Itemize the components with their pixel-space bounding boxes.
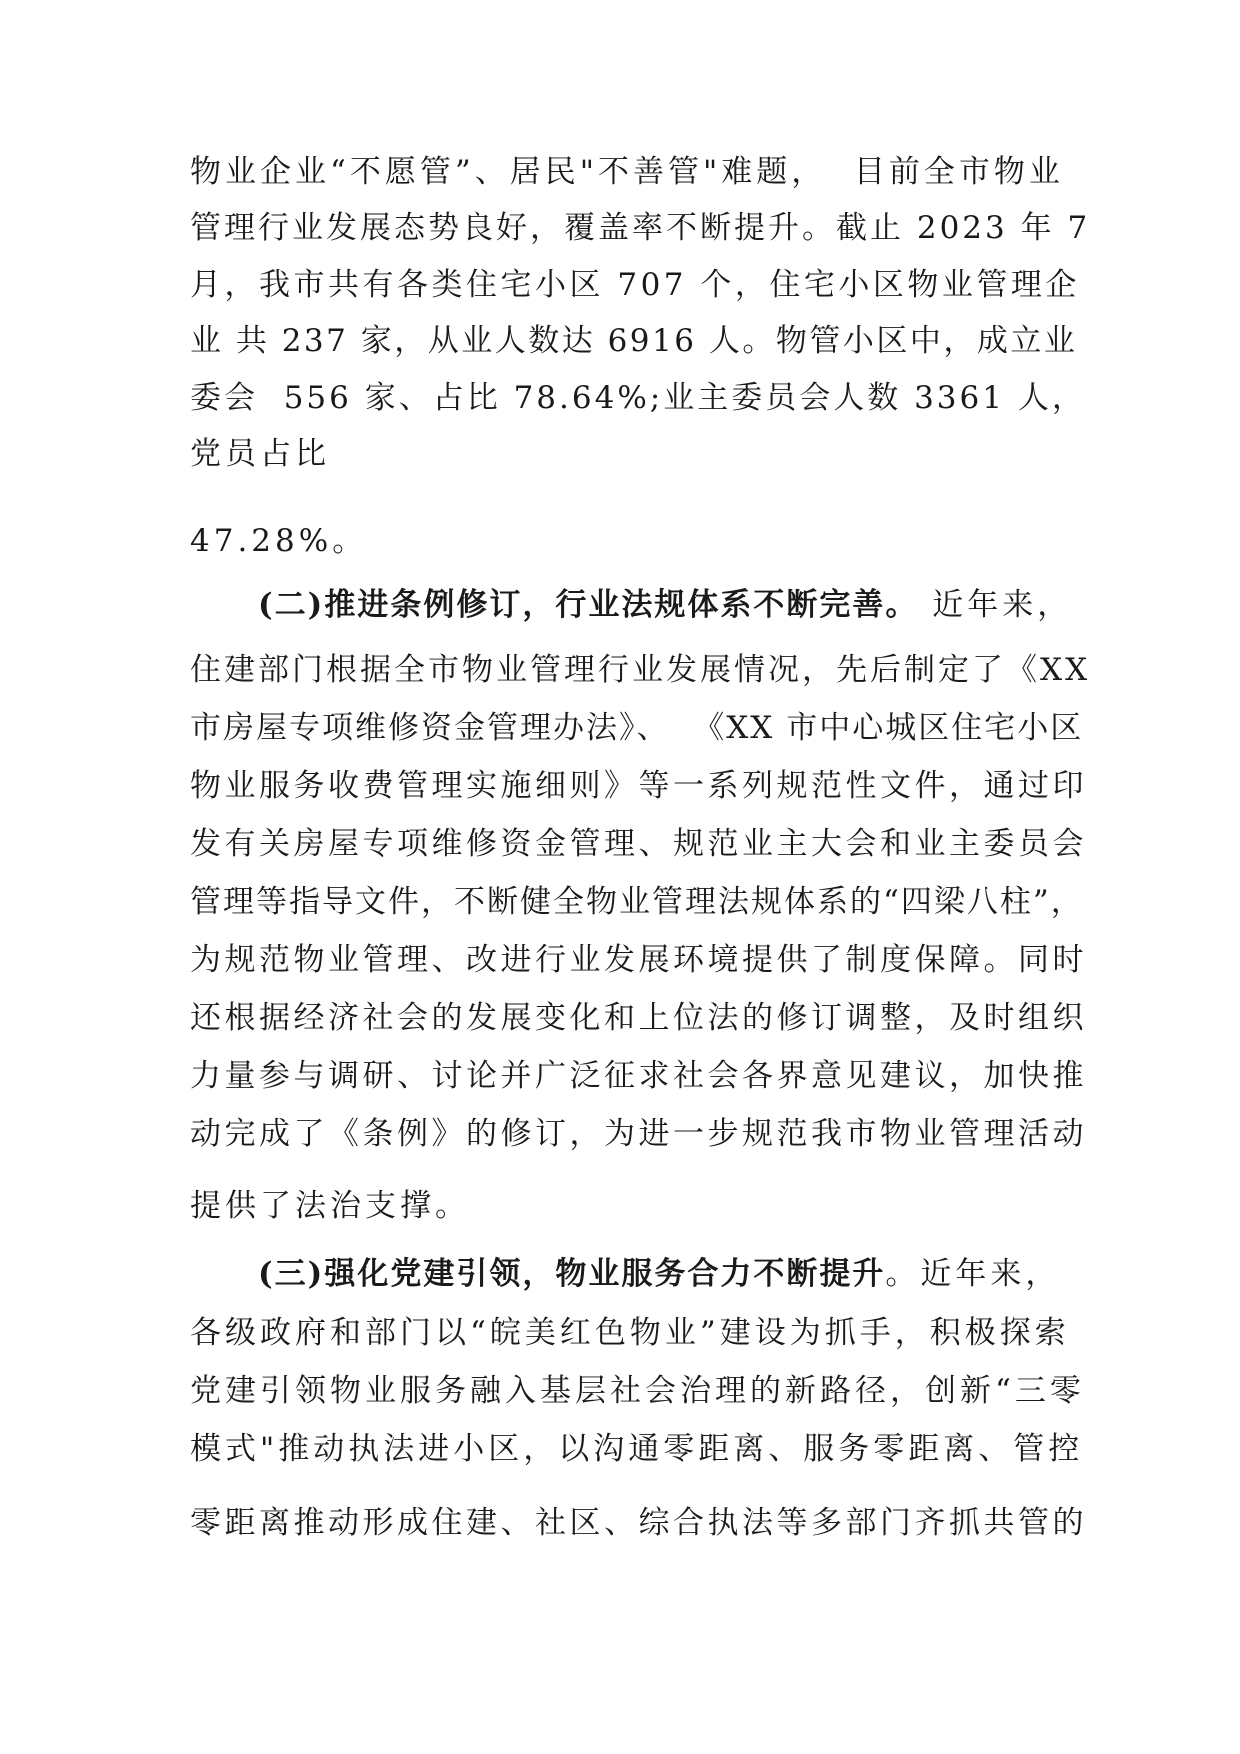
text-line: 发有关房屋专项维修资金管理、规范业主大会和业主委员会	[190, 826, 1087, 862]
text-line: 动完成了《条例》的修订，为进一步规范我市物业管理活动	[190, 1116, 1087, 1152]
section-heading-line	[258, 585, 1072, 625]
text-line: 模式"推动执法进小区，以沟通零距离、服务零距离、管控	[190, 1431, 1084, 1467]
text-line: 还根据经济社会的发展变化和上位法的修订调整，及时组织	[190, 1000, 1087, 1036]
section-heading-line	[258, 1254, 1060, 1294]
text-line: 党建引领物业服务融入基层社会治理的新路径，创新“三零	[190, 1373, 1085, 1409]
section-heading: (三)强化党建引领，物业服务合力不断提升	[258, 1256, 886, 1292]
text-line: 党员占比	[190, 436, 330, 472]
text-line: 住建部门根据全市物业管理行业发展情况，先后制定了《XX	[190, 652, 1091, 688]
text-line: 零距离推动形成住建、社区、综合执法等多部门齐抓共管的	[190, 1505, 1087, 1541]
heading-line-text: 近年来，	[918, 587, 1073, 623]
text-line: 物业企业“不愿管”、居民"不善管"难题， 目前全市物业	[190, 154, 1064, 190]
text-line: 各级政府和部门以“皖美红色物业”建设为抓手，积极探索	[190, 1315, 1070, 1351]
section-heading: (二)推进条例修订，行业法规体系不断完善。	[258, 587, 919, 623]
text-line: 力量参与调研、讨论并广泛征求社会各界意见建议，加快推	[190, 1058, 1087, 1094]
text-line: 委会 556 家、占比 78.64%;业主委员会人数 3361 人，	[190, 380, 1086, 416]
text-line: 月，我市共有各类住宅小区 707 个，住宅小区物业管理企	[190, 267, 1080, 303]
text-line: 提供了法治支撑。	[190, 1188, 470, 1224]
text-line: 管理行业发展态势良好，覆盖率不断提升。截止 2023 年 7	[190, 210, 1091, 246]
text-line: 物业服务收费管理实施细则》等一系列规范性文件，通过印	[190, 768, 1087, 804]
heading-line-text: 。近年来，	[885, 1256, 1061, 1292]
text-line: 市房屋专项维修资金管理办法》、 《XX 市中心城区住宅小区	[190, 710, 1084, 746]
text-line: 47.28%。	[190, 523, 368, 559]
text-line: 管理等指导文件，不断健全物业管理法规体系的“四梁八柱”，	[190, 884, 1084, 920]
text-line: 业 共 237 家，从业人数达 6916 人。物管小区中，成立业	[190, 323, 1078, 359]
text-line: 为规范物业管理、改进行业发展环境提供了制度保障。同时	[190, 942, 1087, 978]
